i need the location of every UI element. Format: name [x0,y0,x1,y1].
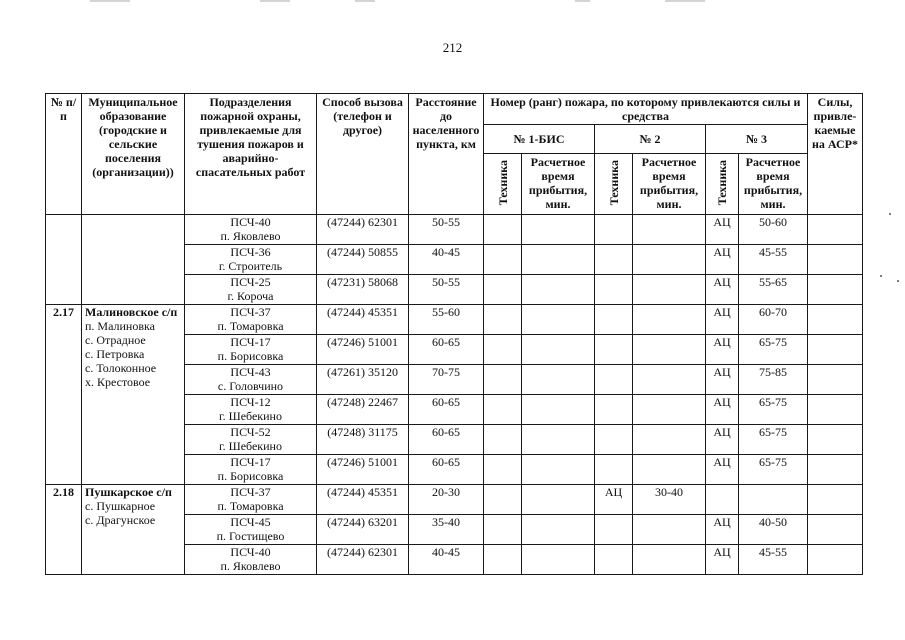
tech-rank2-cell [595,215,633,245]
phone-cell: (47244) 45351 [317,485,409,515]
phone-cell: (47244) 50855 [317,245,409,275]
eta-rank3-cell: 45-55 [739,545,808,575]
tech-1bis-cell [484,545,522,575]
fire-unit-location: с. Головчино [217,379,284,393]
distance-cell: 60-65 [409,455,484,485]
tech-rank2-cell [595,335,633,365]
eta-rank2-cell [633,395,706,425]
eta-rank2-cell: 30-40 [633,485,706,515]
tech-rank3-cell: АЦ [706,425,739,455]
tech-rank2-cell [595,245,633,275]
fire-unit-cell [185,305,317,335]
settlement-name: х. Крестовое [85,375,151,389]
settlement-name: с. Драгунское [85,513,156,527]
fire-unit-name: ПСЧ-12 [230,395,271,409]
eta-1bis-cell [522,305,595,335]
table-row [46,215,863,245]
eta-1bis-cell [522,455,595,485]
eta-1bis-cell [522,245,595,275]
tech-rank2-cell [595,425,633,455]
asr-cell [808,395,863,425]
asr-cell [808,335,863,365]
fire-unit-cell [185,455,317,485]
tech-rank3-cell: АЦ [706,245,739,275]
phone-cell: (47231) 58068 [317,275,409,305]
tech-rank2-cell: АЦ [595,485,633,515]
fire-unit-cell [185,365,317,395]
fire-unit-cell [185,545,317,575]
asr-cell [808,485,863,515]
distance-cell: 50-55 [409,215,484,245]
tech-rank3-cell: АЦ [706,365,739,395]
page-number: 212 [442,40,463,55]
phone-cell: (47244) 63201 [317,515,409,545]
eta-rank2-cell [633,515,706,545]
eta-1bis-cell [522,395,595,425]
eta-rank3-cell: 60-70 [739,305,808,335]
fire-unit-cell [185,485,317,515]
scan-edge-mark [665,0,705,2]
eta-rank3-cell: 65-75 [739,335,808,365]
fire-unit-cell [185,425,317,455]
eta-1bis-cell [522,275,595,305]
scan-edge-mark [90,0,130,2]
phone-cell: (47244) 45351 [317,305,409,335]
tech-1bis-cell [484,425,522,455]
tech-rank2-cell [595,545,633,575]
eta-rank3-cell: 65-75 [739,425,808,455]
municipality-title: Пушкарское с/п [85,485,172,499]
asr-cell [808,425,863,455]
fire-unit-name: ПСЧ-36 [230,245,271,259]
header-eta-1: Расчетное время прибытия, мин. [522,154,595,215]
eta-rank3-cell: 75-85 [739,365,808,395]
tech-1bis-cell [484,245,522,275]
settlement-name: с. Петровка [85,347,145,361]
phone-cell: (47248) 31175 [317,425,409,455]
tech-1bis-cell [484,395,522,425]
eta-1bis-cell [522,365,595,395]
header-rank-1bis: № 1-БИС [484,125,595,154]
distance-cell: 40-45 [409,545,484,575]
distance-cell: 60-65 [409,395,484,425]
tech-1bis-cell [484,305,522,335]
tech-rank2-cell [595,395,633,425]
fire-unit-name: ПСЧ-17 [230,335,271,349]
fire-unit-name: ПСЧ-52 [230,425,271,439]
header-tech-cell [484,154,522,215]
distance-cell: 60-65 [409,425,484,455]
eta-1bis-cell [522,545,595,575]
fire-unit-name: ПСЧ-25 [230,275,271,289]
group-municipality [82,305,185,485]
tech-1bis-cell [484,455,522,485]
scan-edge-mark [575,0,590,2]
header-num: № п/п [46,94,82,215]
forces-table [45,93,863,575]
eta-rank3-cell: 45-55 [739,245,808,275]
eta-rank2-cell [633,545,706,575]
header-fire-rank: Номер (ранг) пожара, по которому привлекаются силы и средства [484,94,808,125]
phone-cell: (47244) 62301 [317,215,409,245]
asr-cell [808,215,863,245]
distance-cell: 40-45 [409,245,484,275]
eta-rank3-cell [739,485,808,515]
eta-rank2-cell [633,425,706,455]
eta-1bis-cell [522,515,595,545]
header-tech-2: Техника [606,159,621,206]
eta-rank2-cell [633,215,706,245]
phone-cell: (47246) 51001 [317,335,409,365]
header-asr-forces: Силы, привле-каемые на АСР* [808,94,863,215]
fire-unit-cell [185,215,317,245]
fire-unit-name: ПСЧ-37 [230,485,271,499]
fire-unit-name: ПСЧ-40 [230,215,271,229]
tech-rank2-cell [595,305,633,335]
fire-unit-cell [185,275,317,305]
group-municipality [82,485,185,575]
fire-unit-location: п. Борисовка [217,469,284,483]
eta-rank2-cell [633,365,706,395]
asr-cell [808,515,863,545]
group-municipality [82,215,185,305]
fire-unit-cell [185,395,317,425]
scan-speck [880,275,882,277]
phone-cell: (47244) 62301 [317,545,409,575]
eta-rank3-cell: 65-75 [739,455,808,485]
eta-rank2-cell [633,455,706,485]
fire-unit-location: г. Шебекино [219,409,282,423]
eta-1bis-cell [522,425,595,455]
group-number: 2.18 [46,485,82,575]
group-number [46,215,82,305]
distance-cell: 70-75 [409,365,484,395]
distance-cell: 60-65 [409,335,484,365]
header-call-method: Способ вызова (телефон и другое) [317,94,409,215]
distance-cell: 50-55 [409,275,484,305]
fire-unit-name: ПСЧ-37 [230,305,271,319]
fire-unit-location: г. Строитель [218,259,283,273]
fire-unit-cell [185,245,317,275]
fire-unit-location: п. Гостищево [216,529,285,543]
eta-rank2-cell [633,245,706,275]
fire-unit-name: ПСЧ-17 [230,455,271,469]
municipality-title: Малиновское с/п [85,305,178,319]
fire-unit-location: п. Яковлево [220,229,281,243]
settlement-name: с. Толоконное [85,361,157,375]
fire-unit-name: ПСЧ-45 [230,515,271,529]
asr-cell [808,455,863,485]
tech-rank3-cell [706,485,739,515]
tech-rank3-cell: АЦ [706,545,739,575]
eta-1bis-cell [522,215,595,245]
scan-edge-mark [260,0,290,2]
asr-cell [808,245,863,275]
header-distance: Расстояние до населенного пункта, км [409,94,484,215]
header-tech-3: Техника [715,159,729,206]
fire-unit-cell [185,335,317,365]
tech-1bis-cell [484,335,522,365]
group-number: 2.17 [46,305,82,485]
eta-1bis-cell [522,335,595,365]
fire-unit-location: г. Шебекино [219,439,282,453]
settlement-name: с. Пушкарное [85,499,156,513]
fire-unit-location: г. Короча [227,289,274,303]
header-rank-2: № 2 [595,125,706,154]
eta-rank3-cell: 55-65 [739,275,808,305]
fire-unit-location: п. Яковлево [220,559,281,573]
settlement-name: с. Отрадное [85,333,146,347]
eta-rank2-cell [633,335,706,365]
fire-unit-location: п. Борисовка [217,349,284,363]
asr-cell [808,275,863,305]
eta-rank2-cell [633,275,706,305]
fire-unit-name: ПСЧ-40 [230,545,271,559]
tech-1bis-cell [484,365,522,395]
tech-rank3-cell: АЦ [706,395,739,425]
phone-cell: (47248) 22467 [317,395,409,425]
tech-rank3-cell: АЦ [706,305,739,335]
distance-cell: 20-30 [409,485,484,515]
tech-rank3-cell: АЦ [706,335,739,365]
tech-rank2-cell [595,455,633,485]
fire-unit-location: п. Томаровка [217,319,284,333]
header-eta-2: Расчетное время прибытия, мин. [633,154,706,215]
asr-cell [808,545,863,575]
header-tech-1: Техника [495,159,510,206]
tech-rank2-cell [595,365,633,395]
eta-rank2-cell [633,305,706,335]
asr-cell [808,365,863,395]
scan-edge-mark [355,0,375,2]
header-eta-3: Расчетное время прибытия, мин. [739,154,808,215]
tech-1bis-cell [484,275,522,305]
fire-unit-location: п. Томаровка [217,499,284,513]
settlement-name: п. Малиновка [85,319,155,333]
eta-rank3-cell: 50-60 [739,215,808,245]
header-rank-3: № 3 [706,125,808,154]
scan-speck [897,280,899,282]
fire-unit-cell [185,515,317,545]
table-row [46,305,863,335]
header-tech-cell [706,154,739,215]
table-row [46,485,863,515]
asr-cell [808,305,863,335]
tech-rank2-cell [595,515,633,545]
tech-1bis-cell [484,215,522,245]
scan-speck [889,213,891,215]
eta-rank3-cell: 65-75 [739,395,808,425]
header-tech-cell [595,154,633,215]
tech-rank3-cell: АЦ [706,455,739,485]
tech-rank3-cell: АЦ [706,275,739,305]
eta-1bis-cell [522,485,595,515]
eta-rank3-cell: 40-50 [739,515,808,545]
phone-cell: (47261) 35120 [317,365,409,395]
tech-rank3-cell: АЦ [706,515,739,545]
distance-cell: 55-60 [409,305,484,335]
tech-1bis-cell [484,485,522,515]
distance-cell: 35-40 [409,515,484,545]
header-municipality: Муниципальное образование (городские и сельские поселения (организации)) [82,94,185,215]
phone-cell: (47246) 51001 [317,455,409,485]
tech-rank2-cell [595,275,633,305]
header-fire-units: Подразделения пожарной охраны, привлекаемые для тушения пожаров и аварийно-спасательных работ [185,94,317,215]
tech-1bis-cell [484,515,522,545]
tech-rank3-cell: АЦ [706,215,739,245]
fire-unit-name: ПСЧ-43 [230,365,271,379]
